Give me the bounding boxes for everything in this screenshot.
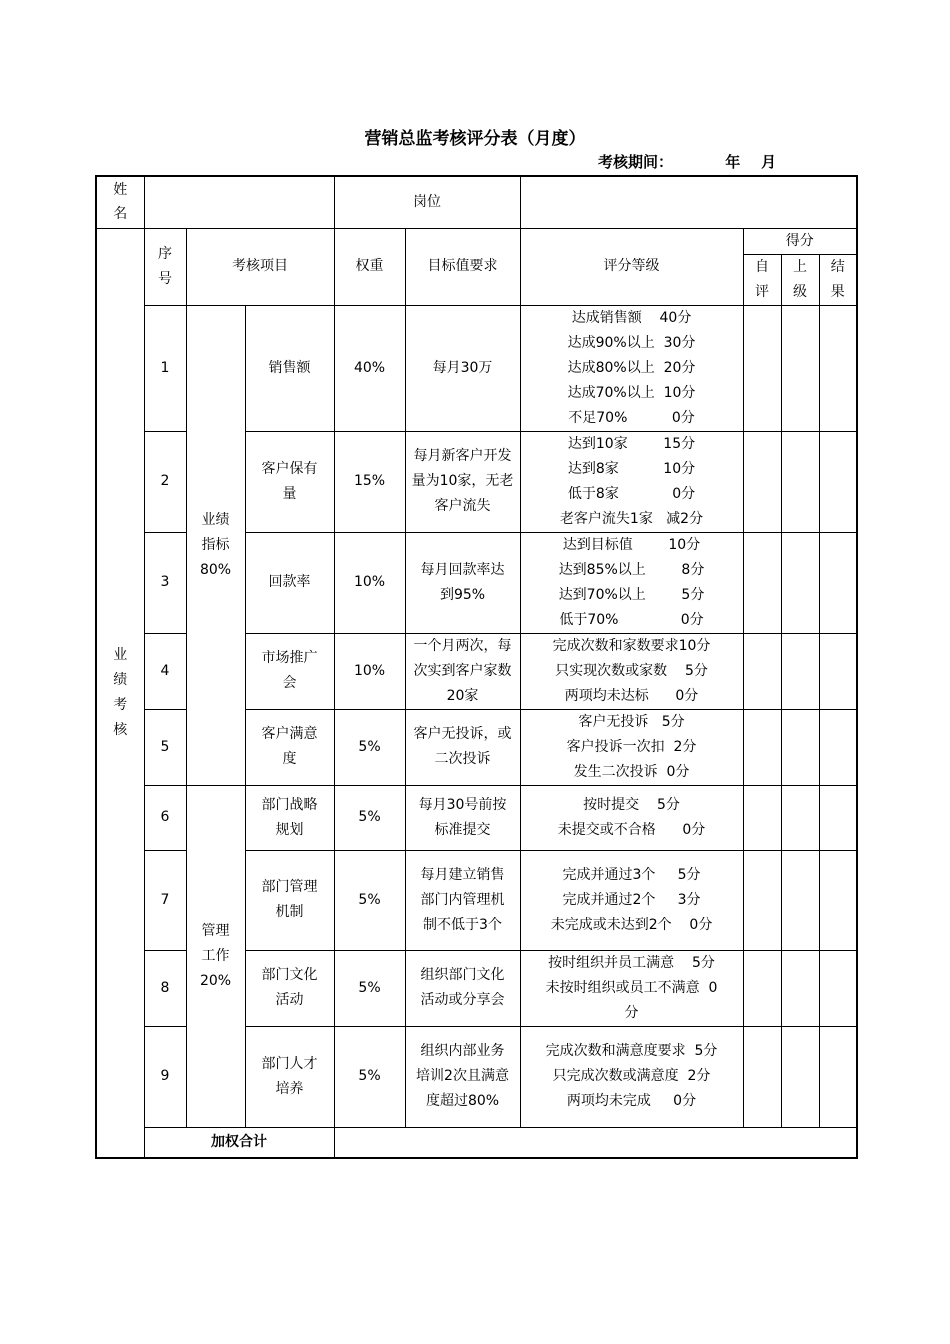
row-no: 4 bbox=[144, 633, 186, 709]
grade-line: 未提交或不合格 0分 bbox=[557, 821, 706, 838]
row-grades bbox=[520, 532, 743, 633]
row-weight: 5% bbox=[334, 709, 405, 785]
grade-line: 达成90%以上 30分 bbox=[567, 334, 696, 351]
row-grades bbox=[520, 850, 743, 950]
row-no: 3 bbox=[144, 532, 186, 633]
grade-line: 老客户流失1家 减2分 bbox=[559, 510, 704, 527]
row-weight: 5% bbox=[334, 950, 405, 1026]
row-no: 1 bbox=[144, 305, 186, 431]
col-weight: 权重 bbox=[334, 228, 405, 305]
row-no: 8 bbox=[144, 950, 186, 1026]
grade-line: 两项均未完成 0分 bbox=[566, 1093, 697, 1109]
row-grades bbox=[520, 709, 743, 785]
row-grades bbox=[520, 431, 743, 532]
row-no: 6 bbox=[144, 785, 186, 850]
row-grades bbox=[520, 950, 743, 1026]
row-grades bbox=[520, 1026, 743, 1127]
superior-score-cell[interactable] bbox=[781, 532, 819, 633]
grade-line: 完成次数和满意度要求 5分 bbox=[545, 1043, 718, 1059]
row-target: 组织内部业务培训2次且满意度超过80% bbox=[405, 1026, 520, 1127]
superior-score-cell[interactable] bbox=[781, 709, 819, 785]
name-value-cell[interactable] bbox=[144, 176, 334, 228]
grade-line: 客户无投诉 5分 bbox=[578, 713, 685, 730]
row-weight: 5% bbox=[334, 785, 405, 850]
grade-line: 达成70%以上 10分 bbox=[567, 384, 696, 401]
row-weight: 5% bbox=[334, 1026, 405, 1127]
col-item: 考核项目 bbox=[186, 228, 334, 305]
row-item: 部门管理机制 bbox=[245, 850, 334, 950]
total-value-cell[interactable] bbox=[334, 1127, 857, 1158]
col-superior: 上级 bbox=[781, 254, 819, 305]
row-target: 每月建立销售部门内管理机制不低于3个 bbox=[405, 850, 520, 950]
grade-line: 未完成或未达到2个 0分 bbox=[550, 916, 713, 933]
result-score-cell[interactable] bbox=[819, 950, 857, 1026]
grade-line: 完成次数和家数要求10分 bbox=[552, 637, 711, 654]
grade-line: 只完成次数或满意度 2分 bbox=[552, 1068, 711, 1084]
row-weight: 15% bbox=[334, 431, 405, 532]
total-label: 加权合计 bbox=[144, 1127, 334, 1158]
row-item: 客户满意度 bbox=[245, 709, 334, 785]
superior-score-cell[interactable] bbox=[781, 431, 819, 532]
row-weight: 40% bbox=[334, 305, 405, 431]
grade-line: 低于8家 0分 bbox=[567, 485, 696, 502]
group-label: 管理工作20% bbox=[186, 785, 245, 1127]
table-row bbox=[96, 305, 857, 431]
row-item: 市场推广会 bbox=[245, 633, 334, 709]
grade-line: 完成并通过3个 5分 bbox=[562, 866, 701, 883]
result-score-cell[interactable] bbox=[819, 1026, 857, 1127]
row-item: 部门文化活动 bbox=[245, 950, 334, 1026]
page-title: 营销总监考核评分表（月度） bbox=[364, 129, 586, 149]
self-score-cell[interactable] bbox=[743, 1026, 781, 1127]
col-self: 自评 bbox=[743, 254, 781, 305]
row-target: 每月30号前按标准提交 bbox=[405, 785, 520, 850]
row-grades bbox=[520, 785, 743, 850]
self-score-cell[interactable] bbox=[743, 950, 781, 1026]
grade-line: 达成销售额 40分 bbox=[571, 309, 692, 326]
col-seq: 序号 bbox=[144, 228, 186, 305]
total-row bbox=[96, 1127, 857, 1158]
row-target: 每月回款率达到95% bbox=[405, 532, 520, 633]
grade-line: 低于70% 0分 bbox=[559, 611, 704, 628]
grade-line: 达到8家 10分 bbox=[567, 460, 696, 477]
grade-line: 达成80%以上 20分 bbox=[567, 359, 696, 376]
superior-score-cell[interactable] bbox=[781, 305, 819, 431]
row-item: 客户保有量 bbox=[245, 431, 334, 532]
row-target: 每月新客户开发量为10家，无老客户流失 bbox=[405, 431, 520, 532]
group-label: 业绩指标80% bbox=[186, 305, 245, 785]
grade-line: 发生二次投诉 0分 bbox=[573, 763, 690, 780]
grade-line: 客户投诉一次扣 2分 bbox=[566, 738, 697, 755]
self-score-cell[interactable] bbox=[743, 305, 781, 431]
result-score-cell[interactable] bbox=[819, 431, 857, 532]
self-score-cell[interactable] bbox=[743, 532, 781, 633]
superior-score-cell[interactable] bbox=[781, 785, 819, 850]
result-score-cell[interactable] bbox=[819, 785, 857, 850]
result-score-cell[interactable] bbox=[819, 305, 857, 431]
grade-line: 分 bbox=[624, 1004, 639, 1021]
row-weight: 10% bbox=[334, 633, 405, 709]
grade-line: 只实现次数或家数 5分 bbox=[555, 662, 708, 679]
row-target: 一个月两次，每次实到客户家数20家 bbox=[405, 633, 520, 709]
row-no: 9 bbox=[144, 1026, 186, 1127]
superior-score-cell[interactable] bbox=[781, 950, 819, 1026]
grade-line: 达到85%以上 8分 bbox=[558, 561, 705, 578]
col-grade: 评分等级 bbox=[520, 228, 743, 305]
row-no: 7 bbox=[144, 850, 186, 950]
grade-line: 未按时组织或员工不满意 0 bbox=[545, 979, 718, 996]
result-score-cell[interactable] bbox=[819, 532, 857, 633]
grade-line: 达到目标值 10分 bbox=[562, 536, 701, 553]
row-item: 回款率 bbox=[245, 532, 334, 633]
row-item: 部门人才培养 bbox=[245, 1026, 334, 1127]
position-label: 岗位 bbox=[334, 176, 520, 228]
assessment-period: 考核期间： 年 月 bbox=[598, 153, 777, 171]
self-score-cell[interactable] bbox=[743, 431, 781, 532]
superior-score-cell[interactable] bbox=[781, 1026, 819, 1127]
row-no: 2 bbox=[144, 431, 186, 532]
position-value-cell[interactable] bbox=[520, 176, 857, 228]
table-row bbox=[96, 785, 857, 850]
col-score: 得分 bbox=[743, 228, 857, 254]
row-no: 5 bbox=[144, 709, 186, 785]
grade-line: 两项均未达标 0分 bbox=[564, 687, 699, 704]
row-item: 销售额 bbox=[245, 305, 334, 431]
grade-line: 达到10家 15分 bbox=[567, 435, 696, 452]
superior-score-cell[interactable] bbox=[781, 633, 819, 709]
row-target: 每月30万 bbox=[405, 305, 520, 431]
col-target: 目标值要求 bbox=[405, 228, 520, 305]
row-target: 组织部门文化活动或分享会 bbox=[405, 950, 520, 1026]
col-result: 结果 bbox=[819, 254, 857, 305]
self-score-cell[interactable] bbox=[743, 709, 781, 785]
self-score-cell[interactable] bbox=[743, 633, 781, 709]
row-weight: 10% bbox=[334, 532, 405, 633]
result-score-cell[interactable] bbox=[819, 633, 857, 709]
grade-line: 按时组织并员工满意 5分 bbox=[548, 954, 715, 971]
name-label: 姓名 bbox=[96, 176, 144, 228]
row-target: 客户无投诉，或二次投诉 bbox=[405, 709, 520, 785]
section-label: 业绩考核 bbox=[96, 228, 144, 1158]
grade-line: 达到70%以上 5分 bbox=[558, 586, 705, 603]
row-item: 部门战略规划 bbox=[245, 785, 334, 850]
column-header-row bbox=[96, 228, 857, 254]
result-score-cell[interactable] bbox=[819, 850, 857, 950]
grade-line: 完成并通过2个 3分 bbox=[562, 891, 701, 908]
row-grades bbox=[520, 633, 743, 709]
superior-score-cell[interactable] bbox=[781, 850, 819, 950]
grade-line: 不足70% 0分 bbox=[568, 409, 695, 426]
assessment-table bbox=[95, 175, 858, 1159]
self-score-cell[interactable] bbox=[743, 785, 781, 850]
row-grades bbox=[520, 305, 743, 431]
self-score-cell[interactable] bbox=[743, 850, 781, 950]
header-row bbox=[96, 176, 857, 228]
row-weight: 5% bbox=[334, 850, 405, 950]
grade-line: 按时提交 5分 bbox=[583, 796, 680, 813]
result-score-cell[interactable] bbox=[819, 709, 857, 785]
